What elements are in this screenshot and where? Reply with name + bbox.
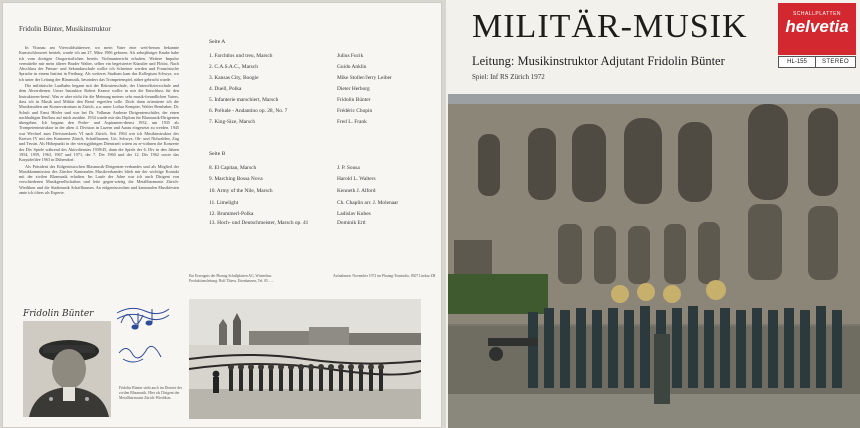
track-title: 11. Limelight [209, 199, 239, 206]
catalog-info [778, 56, 856, 68]
track-row [209, 116, 439, 127]
track-composer: Mike Stoller/Jerry Leiber [337, 74, 392, 81]
portrait-caption: Fridolin Bünter steht auch im Dienste der zivilen Blasmusik. Hier als Dirigent der Metallharmonie Zürich-Wiedikon. [119, 386, 183, 400]
track-composer: Dieter Herborg [337, 85, 370, 92]
track-row [209, 61, 439, 72]
track-title: 1. Farchtlos und treu, Marsch [209, 52, 273, 59]
track-composer: Fred L. Frank [337, 118, 367, 125]
track-title: 5. Infanterie marschiert, Marsch [209, 96, 279, 103]
track-composer: Ch. Chaplin arr. J. Molenaar [337, 199, 399, 206]
track-title: 7. King-Size, Marsch [209, 118, 256, 125]
parade-photo [189, 299, 421, 419]
track-row [209, 72, 439, 83]
side-a-tracklist [209, 39, 439, 127]
side-b-tracklist [209, 151, 439, 242]
track-row [209, 50, 439, 61]
track-row [209, 83, 439, 94]
track-title: 8. El Capitan, Marsch [209, 164, 257, 171]
track-title: 2. C.A.S.A.C., Marsch [209, 63, 258, 70]
track-row [209, 174, 439, 186]
helvetia-label-logo [778, 3, 856, 55]
track-title: 4. Duell, Polka [209, 85, 242, 92]
track-composer: Kenneth J. Alford [337, 187, 376, 194]
band-photo [448, 94, 860, 428]
track-composer: Fridolin Bünter [337, 96, 371, 103]
bunter-signature: Fridolin Bünter [23, 309, 94, 319]
track-composer: J. P. Sousa [337, 164, 360, 171]
track-row [209, 185, 439, 197]
track-title: 6. Prélude - Andantino op. 28, No. 7 [209, 107, 288, 114]
track-title: 9. Marching Bossa Nova [209, 176, 263, 183]
side-a-title: Seite A [209, 39, 226, 45]
back-cover [2, 2, 442, 428]
track-composer: Harold L. Walters [337, 176, 376, 183]
catalog-number: HL-155 [779, 57, 816, 67]
album-subtitle: Leitung: Musikinstruktor Adjutant Fridolin Bünter [472, 54, 725, 68]
front-cover [446, 0, 860, 428]
track-row [209, 197, 439, 209]
production-credit: Ein Erzeugnis der Phonag Schallplatten AG, Winterthur. Produktionsleitung: Rolf Thiess, Ettenhausen, Tel. 05….. [189, 274, 274, 283]
back-cover-heading: Fridolin Bünter, Musikinstruktor [19, 25, 111, 33]
track-row [209, 162, 439, 174]
track-title: 12. Brummerl-Polka [209, 211, 254, 218]
music-note-signature [113, 303, 173, 375]
track-row [209, 220, 439, 242]
track-title: 13. Hoch- und Deutschmeister, Marsch op. 41 [209, 219, 309, 226]
side-b-title: Seite B [209, 151, 226, 157]
track-title: 3. Kansas City, Boogie [209, 74, 259, 81]
label-top-text: SCHALLPLATTEN [792, 11, 842, 17]
track-row [209, 94, 439, 105]
track-composer: Dominik Ertl [337, 219, 366, 226]
track-composer: Ladislav Kubes [337, 211, 371, 218]
track-composer: Frédéric Chopin [337, 107, 373, 114]
label-brand: helvetia [785, 17, 849, 36]
track-composer: Guido Anklin [337, 63, 367, 70]
biography-text [19, 45, 179, 295]
track-composer: Julius Fucik [337, 52, 364, 59]
track-row [209, 208, 439, 220]
portrait-photo [23, 321, 111, 417]
bio-paragraph: In Vitznau am Vierwaldstättersee, wo mein Vater eine weit-herum bekannte Kunstschlosserei betrieb, wurde ich am 27. März 1906 geboren. Als zehnjähriger Knabe habe ich vom dortigen Orogorststlichen bereits Violinunterricht erhalten. Weitere Impulse vermittelte mir mein älterer Bruder Walter, selber ein begeisterter Künstler und Flötist. Nach Abschluss der Primar- und Sekundarschule wollte ich Schreiner werden und Französische Sprache in einem Institut in Freiburg. Als weiteres Studium kam das Kollegium Schwyz, wo ich unter der Leitung der Blasmusik, besonders das Trompetenspiel, näher gebracht wurde. [19, 45, 179, 82]
bio-paragraph: Als Präsident des Eidgenössischen Blasmusik-Dirigenten-verbandes und als Mitglied der Musikkommission des Zürcher Kantonalen Musikverbandes blieb mir der wichtige Kontakt mit der zivilen Blasmusik erhalten. Im Laufe der Jahre war ich auch Dirigent von verschiedenen Musikgesellschaften und leite gegen-wärtig die Metallharmonie Zürich-Wiedikon und die Stadtmusik Schaffhausen. An eidgenössischen und kantonalen Musikfesten amte ich öfters als Experte. [19, 163, 179, 196]
track-title: 10. Army of the Nile, Marsch [209, 187, 273, 194]
bio-paragraph: Die militärische Laufbahn begann mit der Rekrutenschule, der Unteroffiziersschule und dem Abverdienen. Unser Instruktor Robert Krause wollte in mir die Entschluss für den Instruktoren-beruf. Was er aber nicht für die Meinung meines sehr musik-freundlichen Vaters, dass ich in Musik und Militär den Beruf ergreifen solle. Doch dann orientierte ich die Musikstudien am Konservatorium in Zürich, u.a. unter Lothar Kempter, Walter Bernhaber, Dr. Schuh und Ernst Hörler und war bei Dr. Volkmar Andreae Dirigentenschüler, der einen nachhaltigen Einfluss auf mich ausübte. 1934 wurde mir das Diplom für Blasmusik-Dirigenten übergeben. Ich begann den Probe- und Aspiranten-dienst 1932, um 1935 als Trompeteninstruktor in der alten 4. Division in Luzern und Aarau eingesetzt zu werden. 1945 war Wechsel zum Divisionskreis VI nach Zürich. Seit 1964 war ich Musikinstruktor des Kreises IV mit den Kantonen Zürich, Schaffhausen, Uri, Schwyz, Ob- und Nidwalden, Zug und Tessin. Als Höhepunkt in der vierzigjährigen Dienstzeit wären zu er-wähnen die Konzerte der Div Spiele während des Aktivdienstes 1939/45, dann die Spiele der 6. Div in den Jahren 1954, 1959, 1963, 1967 und 1971, der 7. Div 1960 und der 12. Div 1962 sowie das Korpsdefilee 1963 in Dübendorf. [19, 83, 179, 163]
recording-credit: Aufnahmen: November 1972 im Phonag-Tonstudio, 8307 Lindau ZH [333, 274, 436, 278]
recording-info: Spiel: Inf RS Zürich 1972 [472, 73, 545, 81]
stereo-badge: STEREO [821, 59, 850, 65]
album-title: MILITÄR-MUSIK [472, 8, 748, 45]
track-row [209, 105, 439, 116]
